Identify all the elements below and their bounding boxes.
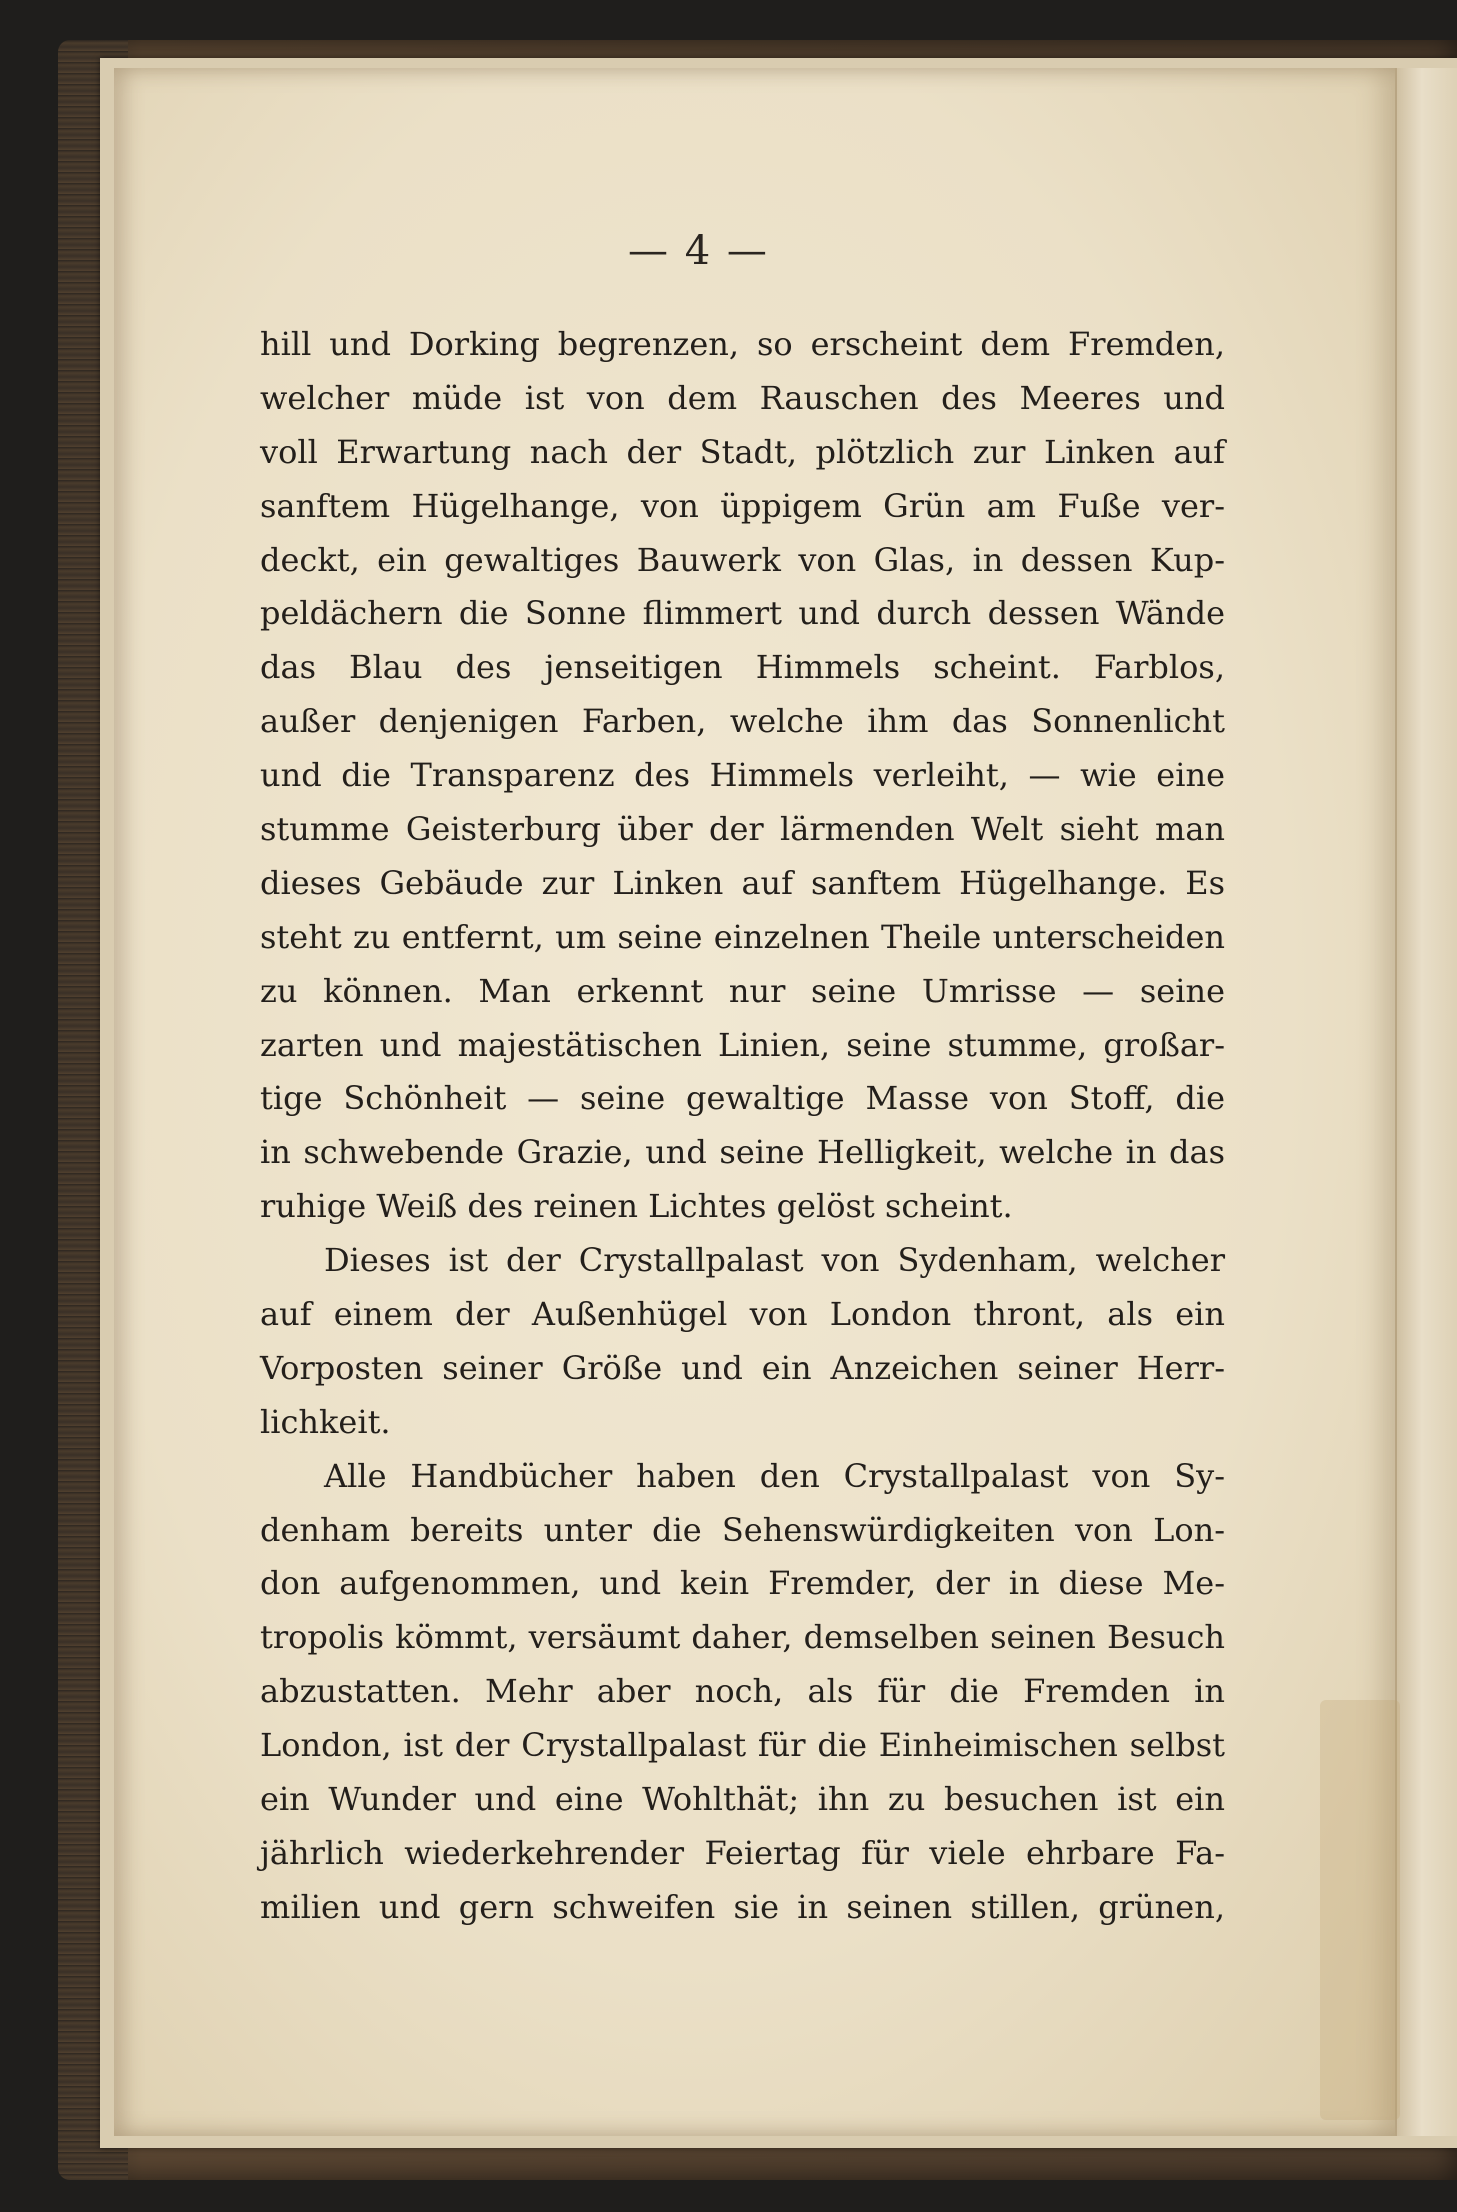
body-text: [260, 318, 1225, 1935]
text-line: milien und gern schweifen sie in seinen stillen, grünen,: [260, 1887, 1225, 1926]
text-line: zu können. Man erkennt nur seine Umrisse — seine: [260, 971, 1225, 1010]
text-line: sanftem Hügelhange, von üppigem Grün am Fuße ver-: [260, 486, 1225, 525]
text-line: tropolis kömmt, versäumt daher, demselben seinen Besuch: [260, 1618, 1225, 1657]
page-number: — 4 —: [628, 228, 769, 274]
text-line: in schwebende Grazie, und seine Helligkeit, welche in das: [260, 1133, 1225, 1172]
text-line: Vorposten seiner Größe und ein Anzeichen seiner Herr-: [260, 1348, 1225, 1387]
text-line: Dieses ist der Crystallpalast von Sydenham, welcher: [324, 1241, 1225, 1280]
text-line: jährlich wiederkehrender Feiertag für viele ehrbare Fa-: [260, 1833, 1225, 1872]
text-line: steht zu entfernt, um seine einzelnen Theile unterscheiden: [260, 917, 1225, 956]
paper-stain: [1320, 1700, 1400, 2120]
text-line: ruhige Weiß des reinen Lichtes gelöst scheint.: [260, 1187, 1013, 1226]
text-line: ein Wunder und eine Wohlthät; ihn zu besuchen ist ein: [260, 1780, 1225, 1819]
text-line: stumme Geisterburg über der lärmenden Welt sieht man: [260, 810, 1225, 849]
text-line: voll Erwartung nach der Stadt, plötzlich zur Linken auf: [260, 432, 1225, 471]
text-line: London, ist der Crystallpalast für die Einheimischen selbst: [260, 1726, 1225, 1765]
text-line: außer denjenigen Farben, welche ihm das Sonnenlicht: [260, 702, 1225, 741]
text-line: abzustatten. Mehr aber noch, als für die Fremden in: [260, 1672, 1225, 1711]
text-line: tige Schönheit — seine gewaltige Masse von Stoff, die: [260, 1079, 1225, 1118]
text-line: Alle Handbücher haben den Crystallpalast von Sy-: [324, 1456, 1225, 1495]
text-line: don aufgenommen, und kein Fremder, der in diese Me-: [260, 1564, 1225, 1603]
text-line: und die Transparenz des Himmels verleiht, — wie eine: [260, 756, 1225, 795]
text-line: dieses Gebäude zur Linken auf sanftem Hügelhange. Es: [260, 863, 1225, 902]
text-line: lichkeit.: [260, 1402, 391, 1441]
text-line: denham bereits unter die Sehenswürdigkeiten von Lon-: [260, 1510, 1225, 1549]
text-line: auf einem der Außenhügel von London thront, als ein: [260, 1295, 1225, 1334]
text-line: das Blau des jenseitigen Himmels scheint. Farblos,: [260, 648, 1225, 687]
text-line: zarten und majestätischen Linien, seine stumme, großar-: [260, 1025, 1225, 1064]
text-line: deckt, ein gewaltiges Bauwerk von Glas, in dessen Kup-: [260, 540, 1225, 579]
text-line: welcher müde ist von dem Rauschen des Meeres und: [260, 378, 1225, 417]
text-line: hill und Dorking begrenzen, so erscheint dem Fremden,: [260, 325, 1225, 363]
page-gutter: [1395, 68, 1457, 2136]
text-line: peldächern die Sonne flimmert und durch dessen Wände: [260, 594, 1225, 633]
